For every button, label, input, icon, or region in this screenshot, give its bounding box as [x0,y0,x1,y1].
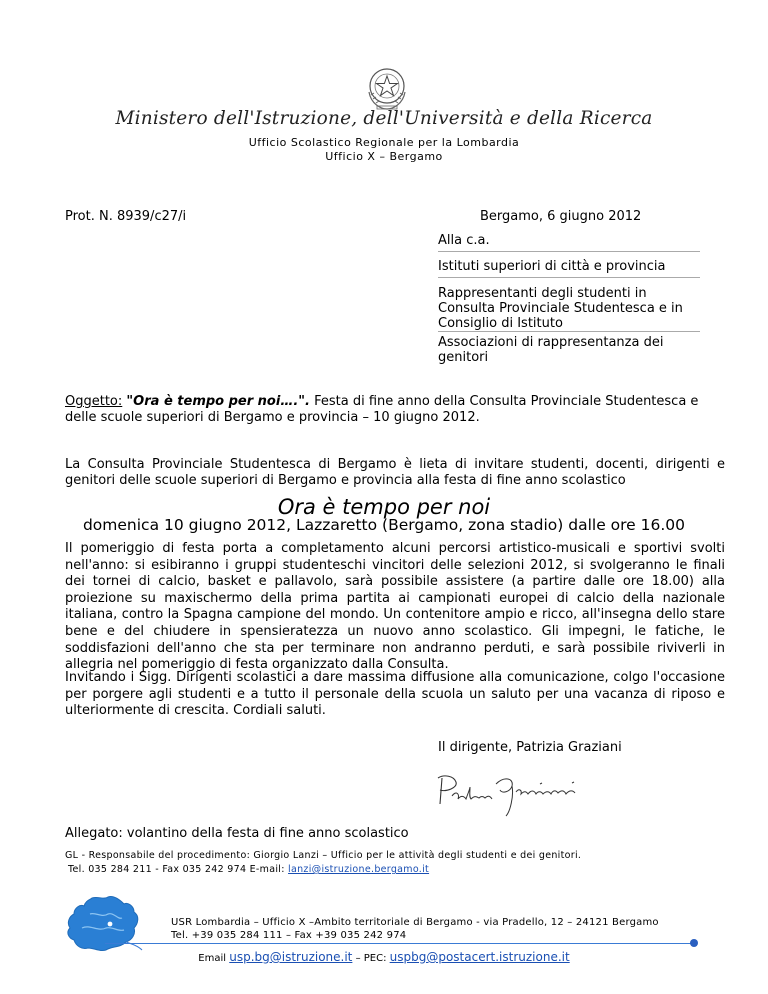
footer-rule [105,943,693,944]
recipient-divider [438,331,700,332]
footer-address: USR Lombardia – Ufficio X –Ambito territoriale di Bergamo - via Pradello, 12 – 24121 Bergamo [171,917,659,928]
intro-paragraph: La Consulta Provinciale Studentesca di Bergamo è lieta di invitare studenti, docenti, dirigenti e genitori delle scuole superiori di Bergamo e provincia alla festa di fine anno scolastico [65,457,725,488]
footer-rule-dot [690,939,698,947]
local-office: Ufficio X – Bergamo [325,150,443,163]
footer-pec-link[interactable]: uspbg@postacert.istruzione.it [389,950,570,964]
letter-date: Bergamo, 6 giugno 2012 [480,209,642,224]
recipient-intro: Alla c.a. [438,233,490,248]
recipient-divider [438,251,700,252]
handwritten-signature-icon [430,770,630,818]
footer-email-link[interactable]: usp.bg@istruzione.it [229,950,353,964]
letter-subject [65,394,725,426]
attachment-note: Allegato: volantino della festa di fine anno scolastico [65,826,409,841]
regional-office: Ufficio Scolastico Regionale per la Lombardia [248,136,520,149]
recipient-parents: Associazioni di rappresentanza dei genitori [438,335,664,365]
lombardy-map-icon [62,894,144,954]
subject-title: "Ora è tempo per noi….". [126,394,310,409]
recipient-students: Rappresentanti degli studenti in Consulta Provinciale Studentesca e in Consiglio di Istituto [438,286,683,331]
closing-paragraph: Invitando i Sigg. Dirigenti scolastici a dare massima diffusione alla comunicazione, colgo l'occasione per porgere agli studenti e a tutto il personale della scuola un saluto per una vacanza di riposo e ulteriormente di crescita. Cordiali saluti. [65,670,725,719]
subject-label: Oggetto: [65,394,123,409]
contact-line [68,864,429,875]
signatory: Il dirigente, Patrizia Graziani [438,740,622,755]
footer-pec-label: – PEC: [352,953,390,964]
protocol-number: Prot. N. 8939/c27/i [65,209,187,224]
footer-email-label: Email [198,953,230,964]
body-paragraph: Il pomeriggio di festa porta a completamento alcuni percorsi artistico-musicali e sportivi svolti nell'anno: si esibiranno i gruppi studenteschi vincitori delle selezioni 2012, si svolgeranno le finali dei tornei di calcio, basket e pallavolo, sarà possibile assistere (a partire dalle ore 18.00) alla proiezione su maxischermo della prima partita ai campionati europei di calcio della nazionale italiana, contro la Spagna campione del mondo. Un contenitore ampio e ricco, all'insegna dello stare bene e del chiudere in spensieratezza un nuovo anno scolastico. Gli impegni, le fatiche, le soddisfazioni dell'anno che sta per terminare non andranno perduti, e sarà possibile riviverli in allegria nel pomeriggio di festa organizzato dalla Consulta. [65,541,725,673]
responsible-officer: GL - Responsabile del procedimento: Giorgio Lanzi – Ufficio per le attività degli studenti e dei genitori. [65,850,582,861]
contact-phone-fax: Tel. 035 284 211 - Fax 035 242 974 E-mail: [68,864,289,875]
event-details: domenica 10 giugno 2012, Lazzaretto (Bergamo, zona stadio) dalle ore 16.00 [82,516,686,534]
recipient-divider [438,277,700,278]
footer-phone: Tel. +39 035 284 111 – Fax +39 035 242 974 [171,930,407,941]
ministry-title: Ministero dell'Istruzione, dell'Università e della Ricerca [115,108,653,129]
event-title: Ora è tempo per noi [277,495,491,519]
footer-emails [0,950,768,964]
recipient-schools: Istituti superiori di città e provincia [438,259,666,274]
subject-text: Festa di fine anno della Consulta Provinciale Studentesca e delle scuole superiori di Bergamo e provincia – 10 giugno 2012. [65,394,699,425]
republic-emblem-icon [363,62,411,112]
contact-email-link[interactable]: lanzi@istruzione.bergamo.it [288,864,430,875]
